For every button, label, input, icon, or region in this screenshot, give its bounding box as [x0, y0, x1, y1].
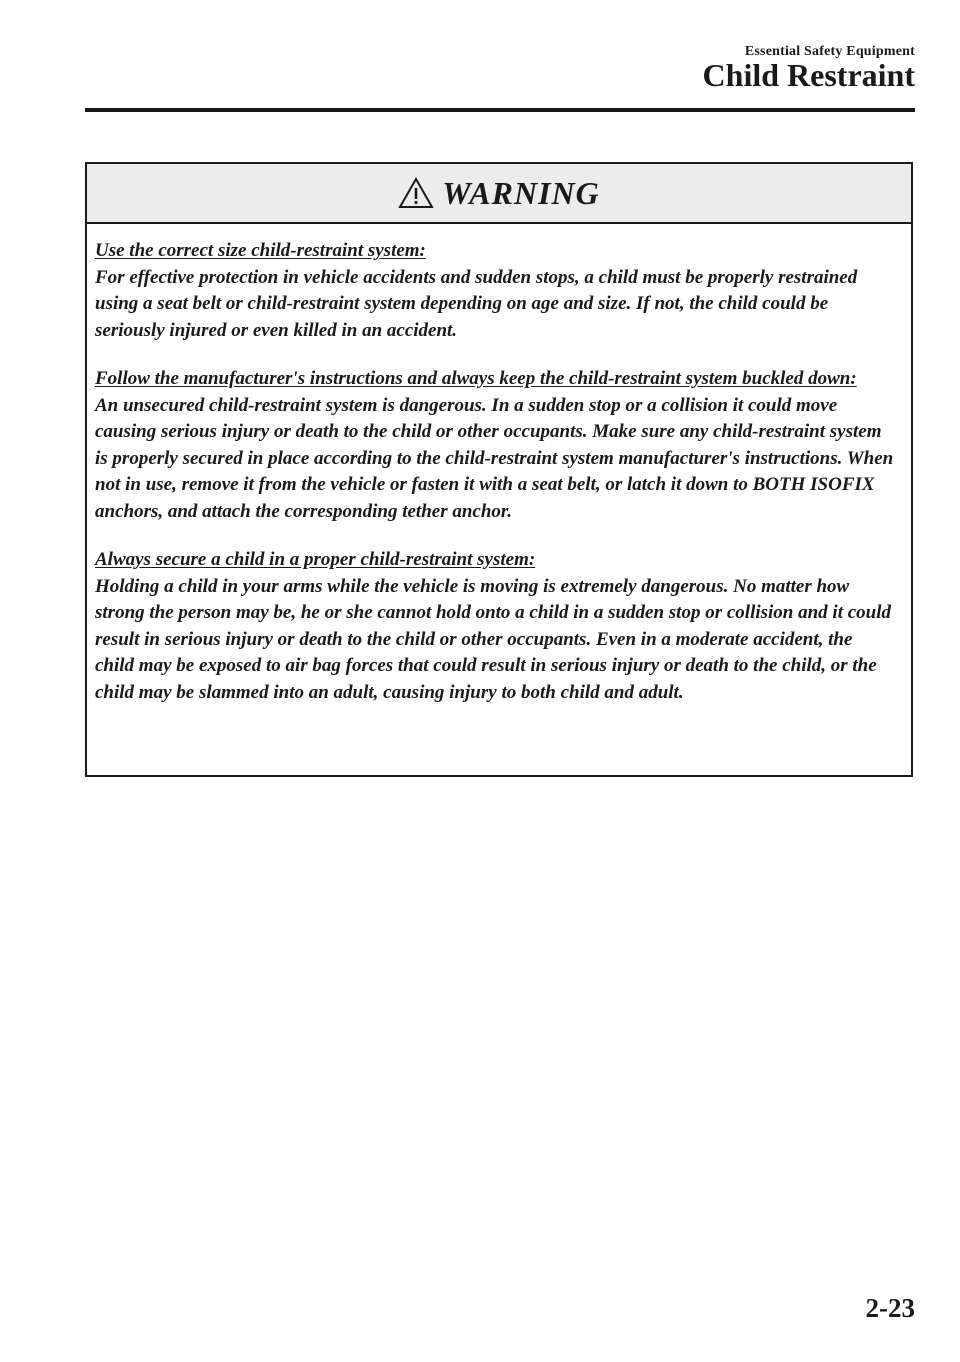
warning-paragraph	[95, 238, 895, 344]
warning-paragraph-heading: Follow the manufacturer's instructions and always keep the child-restraint system buckled down:	[95, 368, 857, 389]
header-divider	[85, 108, 915, 112]
warning-body	[87, 224, 911, 706]
warning-triangle-icon	[398, 177, 434, 209]
warning-paragraph-text: For effective protection in vehicle accidents and sudden stops, a child must be properly restrained using a seat belt or child-restraint system depending on age and size. If not, the child could be seriously injured or even killed in an accident.	[95, 266, 858, 341]
warning-box	[85, 162, 913, 777]
section-name: Essential Safety Equipment	[744, 44, 915, 59]
warning-label: WARNING	[442, 174, 600, 211]
warning-paragraph-text: Holding a child in your arms while the vehicle is moving is extremely dangerous. No matter how strong the person may be, he or she cannot hold onto a child in a sudden stop or collision and it could result in serious injury or death to the child or other occupants. Even in a moderate accident, the child may be exposed to air bag forces that could result in serious injury or death to the child, or the child may be slammed into an adult, causing injury to both child and adult.	[95, 575, 892, 703]
warning-paragraph	[95, 366, 895, 525]
page-title: Child Restraint	[702, 57, 915, 93]
warning-header	[87, 164, 911, 224]
warning-paragraph-heading: Always secure a child in a proper child-restraint system:	[95, 549, 536, 570]
warning-paragraph-heading: Use the correct size child-restraint system:	[95, 240, 426, 261]
page-number: 2-23	[865, 1293, 915, 1323]
warning-paragraph-text: An unsecured child-restraint system is dangerous. In a sudden stop or a collision it could move causing serious injury or death to the child or other occupants. Make sure any child-restraint system is properly secured in place according to the child-restraint system manufacturer's instructions. When not in use, remove it from the vehicle or fasten it with a seat belt, or latch it down to BOTH ISOFIX anchors, and attach the corresponding tether anchor.	[95, 394, 894, 522]
warning-paragraph	[95, 547, 895, 706]
